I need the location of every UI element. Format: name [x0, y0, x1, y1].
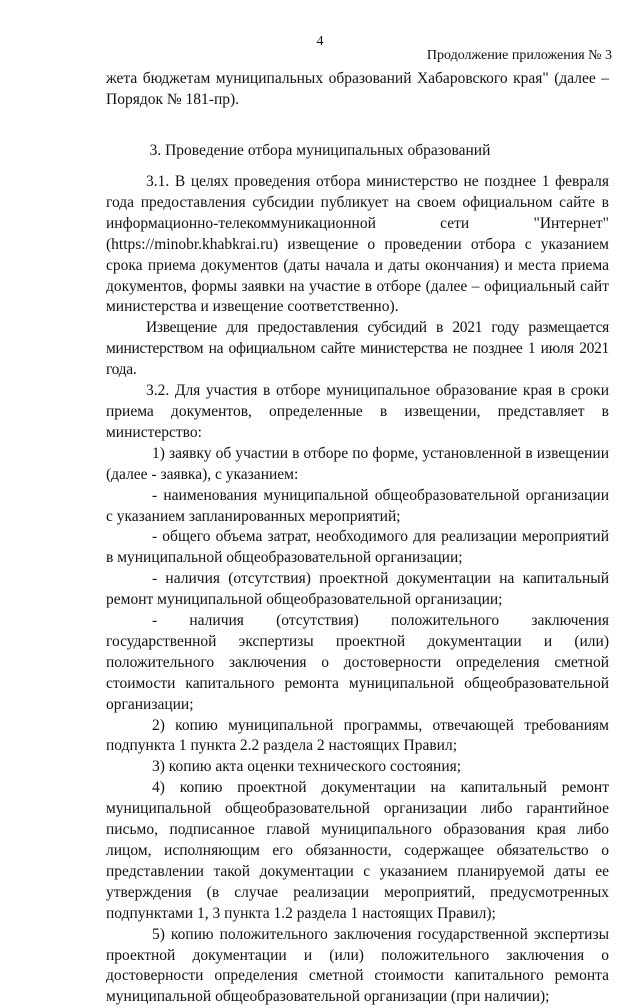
list-item-project-documentation: 4) копию проектной документации на капитальный ремонт муниципальной общеобразовательной организации либо гарантийное письмо, подписанное главой муниципального образования края либо лицом, исполняющим его обязанности, содержащее обязательство о представлении такой документации с указанием планируемой даты ее утверждения (в случае реализации мероприятий, предусмотренных подпунктами 1, 3 пункта 1.2 раздела 1 настоящих Правил); — [106, 779, 609, 922]
list-subitem-org-name: - наименования муниципальной общеобразовательной организации с указанием запланированных мероприятий; — [106, 486, 609, 525]
list-item-application: 1) заявку об участии в отборе по форме, установленной в извещении (далее - заявка), с указанием: — [106, 444, 609, 483]
list-subitem-expertise: - наличия (отсутствия) положительного заключения государственной экспертизы проектной документации и (или) положительного заключения о достоверности определения сметной стоимости капитального ремонта муниципальной общеобразовательной организации; — [106, 612, 609, 713]
section-heading: 3. Проведение отбора муниципальных образований — [149, 142, 491, 159]
appendix-continuation-note: Продолжение приложения № 3 — [426, 48, 612, 63]
intro-line-1: жета бюджетам муниципальных образований Хабаровского края" (далее – — [106, 70, 609, 87]
section-body — [106, 172, 609, 1008]
paragraph-3-1: 3.1. В целях проведения отбора министерство не позднее 1 февраля года предоставления субсидии публикует на своем официальном сайте в информационно-телекоммуникационной сети "Интернет" (https://minobr.khabkrai.ru) извещение о проведении отбора с указанием срока приема документов (даты начала и даты окончания) и места приема документов, формы заявки на участие в отборе (далее – официальный сайт министерства и извещение соответственно). — [106, 173, 609, 316]
paragraph-notice-2021: Извещение для предоставления субсидий в 2021 году размещается министерством на официальном сайте министерства не позднее 1 июля 2021 года. — [106, 319, 609, 379]
intro-line-2: Порядок № 181-пр). — [106, 90, 240, 108]
list-subitem-project-docs: - наличия (отсутствия) проектной документации на капитальный ремонт муниципальной общеобразовательной организации; — [106, 570, 609, 609]
list-item-technical-assessment: 3) копию акта оценки технического состояния; — [152, 758, 462, 776]
paragraph-3-2: 3.2. Для участия в отборе муниципальное образование края в сроки приема документов, определенные в извещении, представляет в министерство: — [106, 382, 609, 441]
list-item-positive-conclusion: 5) копию положительного заключения государственной экспертизы проектной документации и (или) положительного заключения о достоверности определения сметной стоимости капитального ремонта муниципальной общеобразовательной организации (при наличии); — [106, 925, 609, 1006]
page-number: 4 — [316, 34, 324, 49]
list-item-municipal-program: 2) копию муниципальной программы, отвечающей требованиям подпункта 1 пункта 2.2 раздела 2 настоящих Правил; — [106, 716, 609, 755]
intro-block — [106, 69, 609, 111]
list-subitem-total-costs: - общего объема затрат, необходимого для реализации мероприятий в муниципальной общеобразовательной организации; — [106, 528, 609, 567]
